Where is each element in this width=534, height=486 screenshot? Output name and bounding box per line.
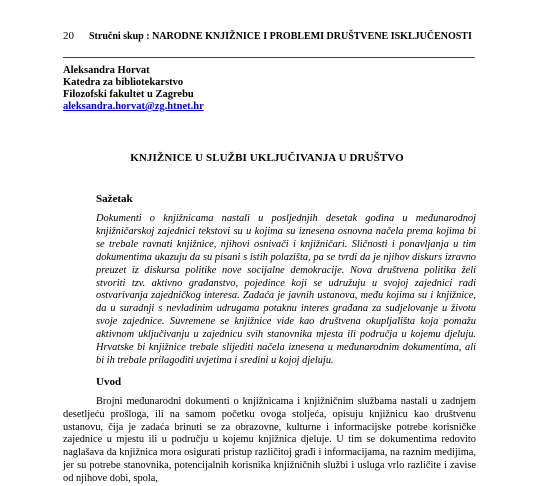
article-title: KNJIŽNICE U SLUŽBI UKLJUČIVANJA U DRUŠTVO	[130, 152, 404, 164]
abstract-text: Dokumenti o knjižnicama nastali u posljednjih desetak godina u međunarodnoj knjižničarskoj zajednici tekstovi su u kojima su iznesena osnovna načela prema kojima bi se trebale ravnati knjižnice, njihovi osnivači i knjižničari. Sličnosti i ponavljanja u tim dokumentima ukazuju da su pisani s istih polazišta, pa se tvrdi da je njihov diskurs izravno preuzet iz diskursa politike nove socijalne demokracije. Nova društvena politika želi stvoriti tzv. aktivno građanstvo, pojedince koji se udružuju u svojoj zajednici radi ostvarivanja zajedničkog interesa. Zadaća je javnih ustanova, među kojima su i knjižnice, da u suradnji s nevladinim udrugama potaknu interes građana za sudjelovanje u životu svoje zajednice. Suvremene se knjižnice vide kao društvena okupljališta koja pomažu aktivnom uključivanju u zajednicu svih stanovnika mjesta ili područja u kojemu djeluju. Hrvatske bi knjižnice trebale slijediti načela iznesena u međunarodnim dokumentima, ali bi ih trebale prilagoditi uvjetima i sredini u kojoj djeluju.	[96, 213, 476, 366]
running-title: Stručni skup : NARODNE KNJIŽNICE I PROBLEMI DRUŠTVENE ISKLJUČENOSTI	[89, 31, 472, 42]
author-department: Katedra za bibliotekarstvo	[63, 77, 184, 88]
author-name: Aleksandra Horvat	[63, 65, 150, 76]
abstract-heading: Sažetak	[96, 193, 133, 205]
author-email-link[interactable]: aleksandra.horvat@zg.htnet.hr	[63, 101, 204, 112]
intro-heading: Uvod	[96, 376, 122, 388]
intro-paragraph: Brojni međunarodni dokumenti o knjižnicama i knjižničnim službama nastali u zadnjem desetljeću prošloga, ili na samom početku ovoga stoljeća, opisuju knjižnicu kao društvenu ustanovu, čija je zadaća brinuti se za obrazovne, kulturne i informacijske potrebe korisničke zajednice u mjestu ili u području u kojemu knjižnica djeluje. U tim se dokumentima redovito naglašava da knjižnica mora osigurati pristup različitoj građi i informacijama, na raznim medijima, jer su potrebe stanovnika, potencijalnih korisnika knjižničnih službi i usluga vrlo različite i zavise od njihove dobi, spola,	[63, 396, 476, 484]
page-number: 20	[63, 30, 74, 42]
author-block	[63, 65, 204, 113]
header-divider	[63, 57, 475, 58]
page-header	[63, 30, 483, 42]
author-faculty: Filozofski fakultet u Zagrebu	[63, 89, 194, 100]
